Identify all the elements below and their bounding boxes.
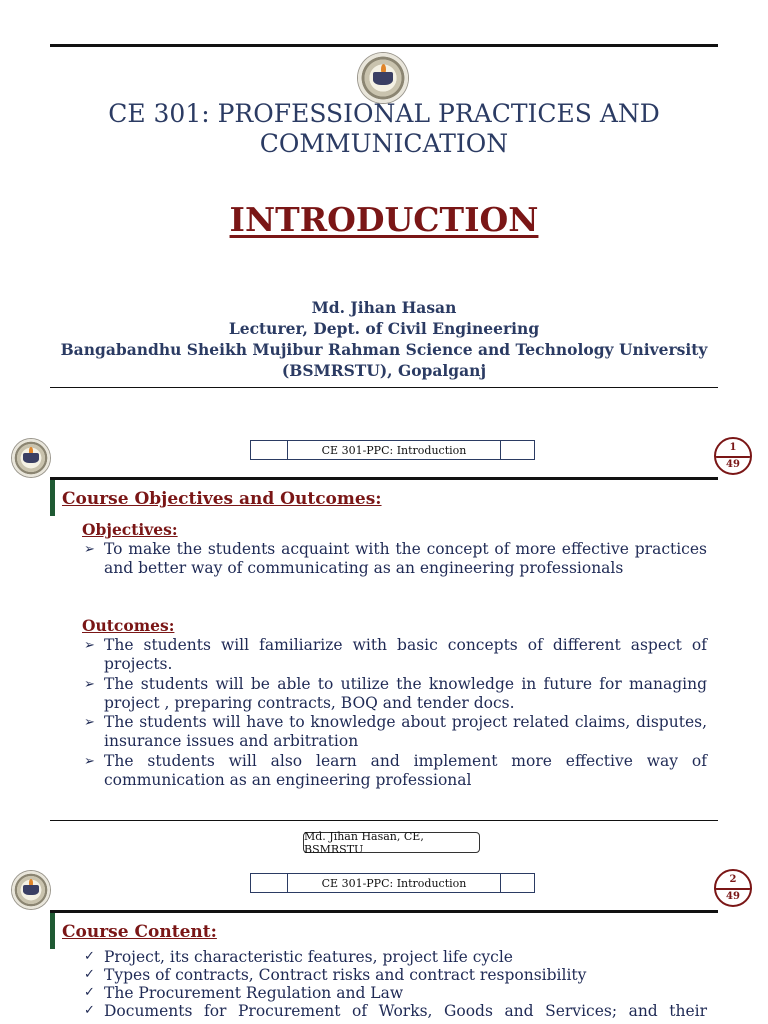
- list-item: [82, 713, 707, 752]
- outcomes-list: [82, 636, 707, 790]
- check-icon: ✓: [84, 949, 95, 964]
- author-position: Lecturer, Dept. of Civil Engineering: [228, 319, 540, 338]
- content-text: The Procurement Regulation and Law: [104, 984, 404, 1002]
- check-icon: ✓: [84, 1003, 95, 1018]
- logo-book-icon: [23, 885, 38, 895]
- slide2-section-bar: [50, 480, 55, 516]
- slide3-logo: [12, 871, 50, 909]
- outcome-text: The students will also learn and implement more effective way of communication as an engineering professional: [104, 751, 707, 790]
- header-cell-right: [501, 441, 534, 459]
- outcomes-label: Outcomes:: [82, 616, 175, 635]
- course-title-line1: CE 301: PROFESSIONAL PRACTICES AND: [108, 99, 660, 128]
- page-total: 49: [716, 888, 750, 905]
- list-item: [82, 1002, 707, 1020]
- slide2-section-title-text: Course Objectives and Outcomes:: [62, 489, 382, 509]
- logo-book-icon: [373, 72, 393, 85]
- header-label: CE 301-PPC: Introduction: [288, 874, 501, 892]
- list-item: [82, 752, 707, 791]
- slide2-page-number: [714, 437, 752, 475]
- page-current: 1: [729, 442, 737, 453]
- check-icon: ✓: [84, 985, 95, 1000]
- header-cell-left: [251, 874, 288, 892]
- content-text: Documents for Procurement of Works, Goods and Services; and their: [104, 1002, 707, 1020]
- introduction-heading-text: INTRODUCTION: [229, 200, 539, 239]
- slide3-section-title: [62, 922, 217, 942]
- check-icon: ✓: [84, 967, 95, 982]
- list-item: [82, 540, 707, 579]
- header-cell-left: [251, 441, 288, 459]
- list-item: [82, 948, 707, 966]
- page-current: 2: [729, 874, 737, 885]
- slide3-section-title-text: Course Content:: [62, 922, 217, 942]
- list-item: [82, 984, 707, 1002]
- slide2-section-title: [62, 489, 382, 509]
- arrow-bullet-icon: ➢: [84, 715, 95, 731]
- arrow-bullet-icon: ➢: [84, 676, 95, 692]
- objective-text: To make the students acquaint with the concept of more effective practices and better way of communicating as an engineering professionals: [104, 540, 707, 578]
- slide2-header-box: [250, 440, 535, 460]
- university-logo: [358, 53, 408, 103]
- header-label: CE 301-PPC: Introduction: [288, 441, 501, 459]
- slide3-section-bar: [50, 913, 55, 949]
- page-total: 49: [716, 456, 750, 473]
- course-content-list: [82, 948, 707, 1020]
- arrow-bullet-icon: ➢: [84, 542, 95, 557]
- slide2-footer-rule: [50, 820, 718, 821]
- outcome-text: The students will have to knowledge about project related claims, disputes, insurance issues and arbitration: [104, 713, 707, 751]
- author-university-abbrev: (BSMRSTU), Gopalganj: [281, 361, 487, 380]
- author-university: Bangabandhu Sheikh Mujibur Rahman Science and Technology University: [60, 340, 708, 359]
- objectives-list: [82, 540, 707, 579]
- objectives-label: Objectives:: [82, 520, 178, 539]
- list-item: [82, 675, 707, 714]
- introduction-heading: [0, 200, 768, 239]
- author-block: [0, 297, 768, 381]
- author-name: Md. Jihan Hasan: [311, 298, 457, 317]
- arrow-bullet-icon: ➢: [84, 638, 95, 653]
- content-text: Types of contracts, Contract risks and contract responsibility: [104, 966, 587, 984]
- header-cell-right: [501, 874, 534, 892]
- logo-book-icon: [23, 453, 38, 463]
- arrow-bullet-icon: ➢: [84, 753, 95, 769]
- slide2-footer: Md. Jihan Hasan, CE, BSMRSTU: [303, 832, 480, 853]
- slide3-header-box: [250, 873, 535, 893]
- outcome-text: The students will be able to utilize the knowledge in future for managing project , preparing contracts, BOQ and tender docs.: [104, 674, 707, 712]
- course-title-line2: COMMUNICATION: [259, 129, 509, 158]
- slide2-header-rule: [50, 477, 718, 480]
- slide3-header-rule: [50, 910, 718, 913]
- course-title: [0, 99, 768, 159]
- top-rule: [50, 44, 718, 47]
- list-item: [82, 636, 707, 675]
- content-text: Project, its characteristic features, project life cycle: [104, 948, 513, 966]
- outcome-text: The students will familiarize with basic concepts of different aspect of projects.: [104, 636, 707, 674]
- slide3-page-number: [714, 869, 752, 907]
- list-item: [82, 966, 707, 984]
- slide2-logo: [12, 439, 50, 477]
- title-bottom-rule: [50, 387, 718, 388]
